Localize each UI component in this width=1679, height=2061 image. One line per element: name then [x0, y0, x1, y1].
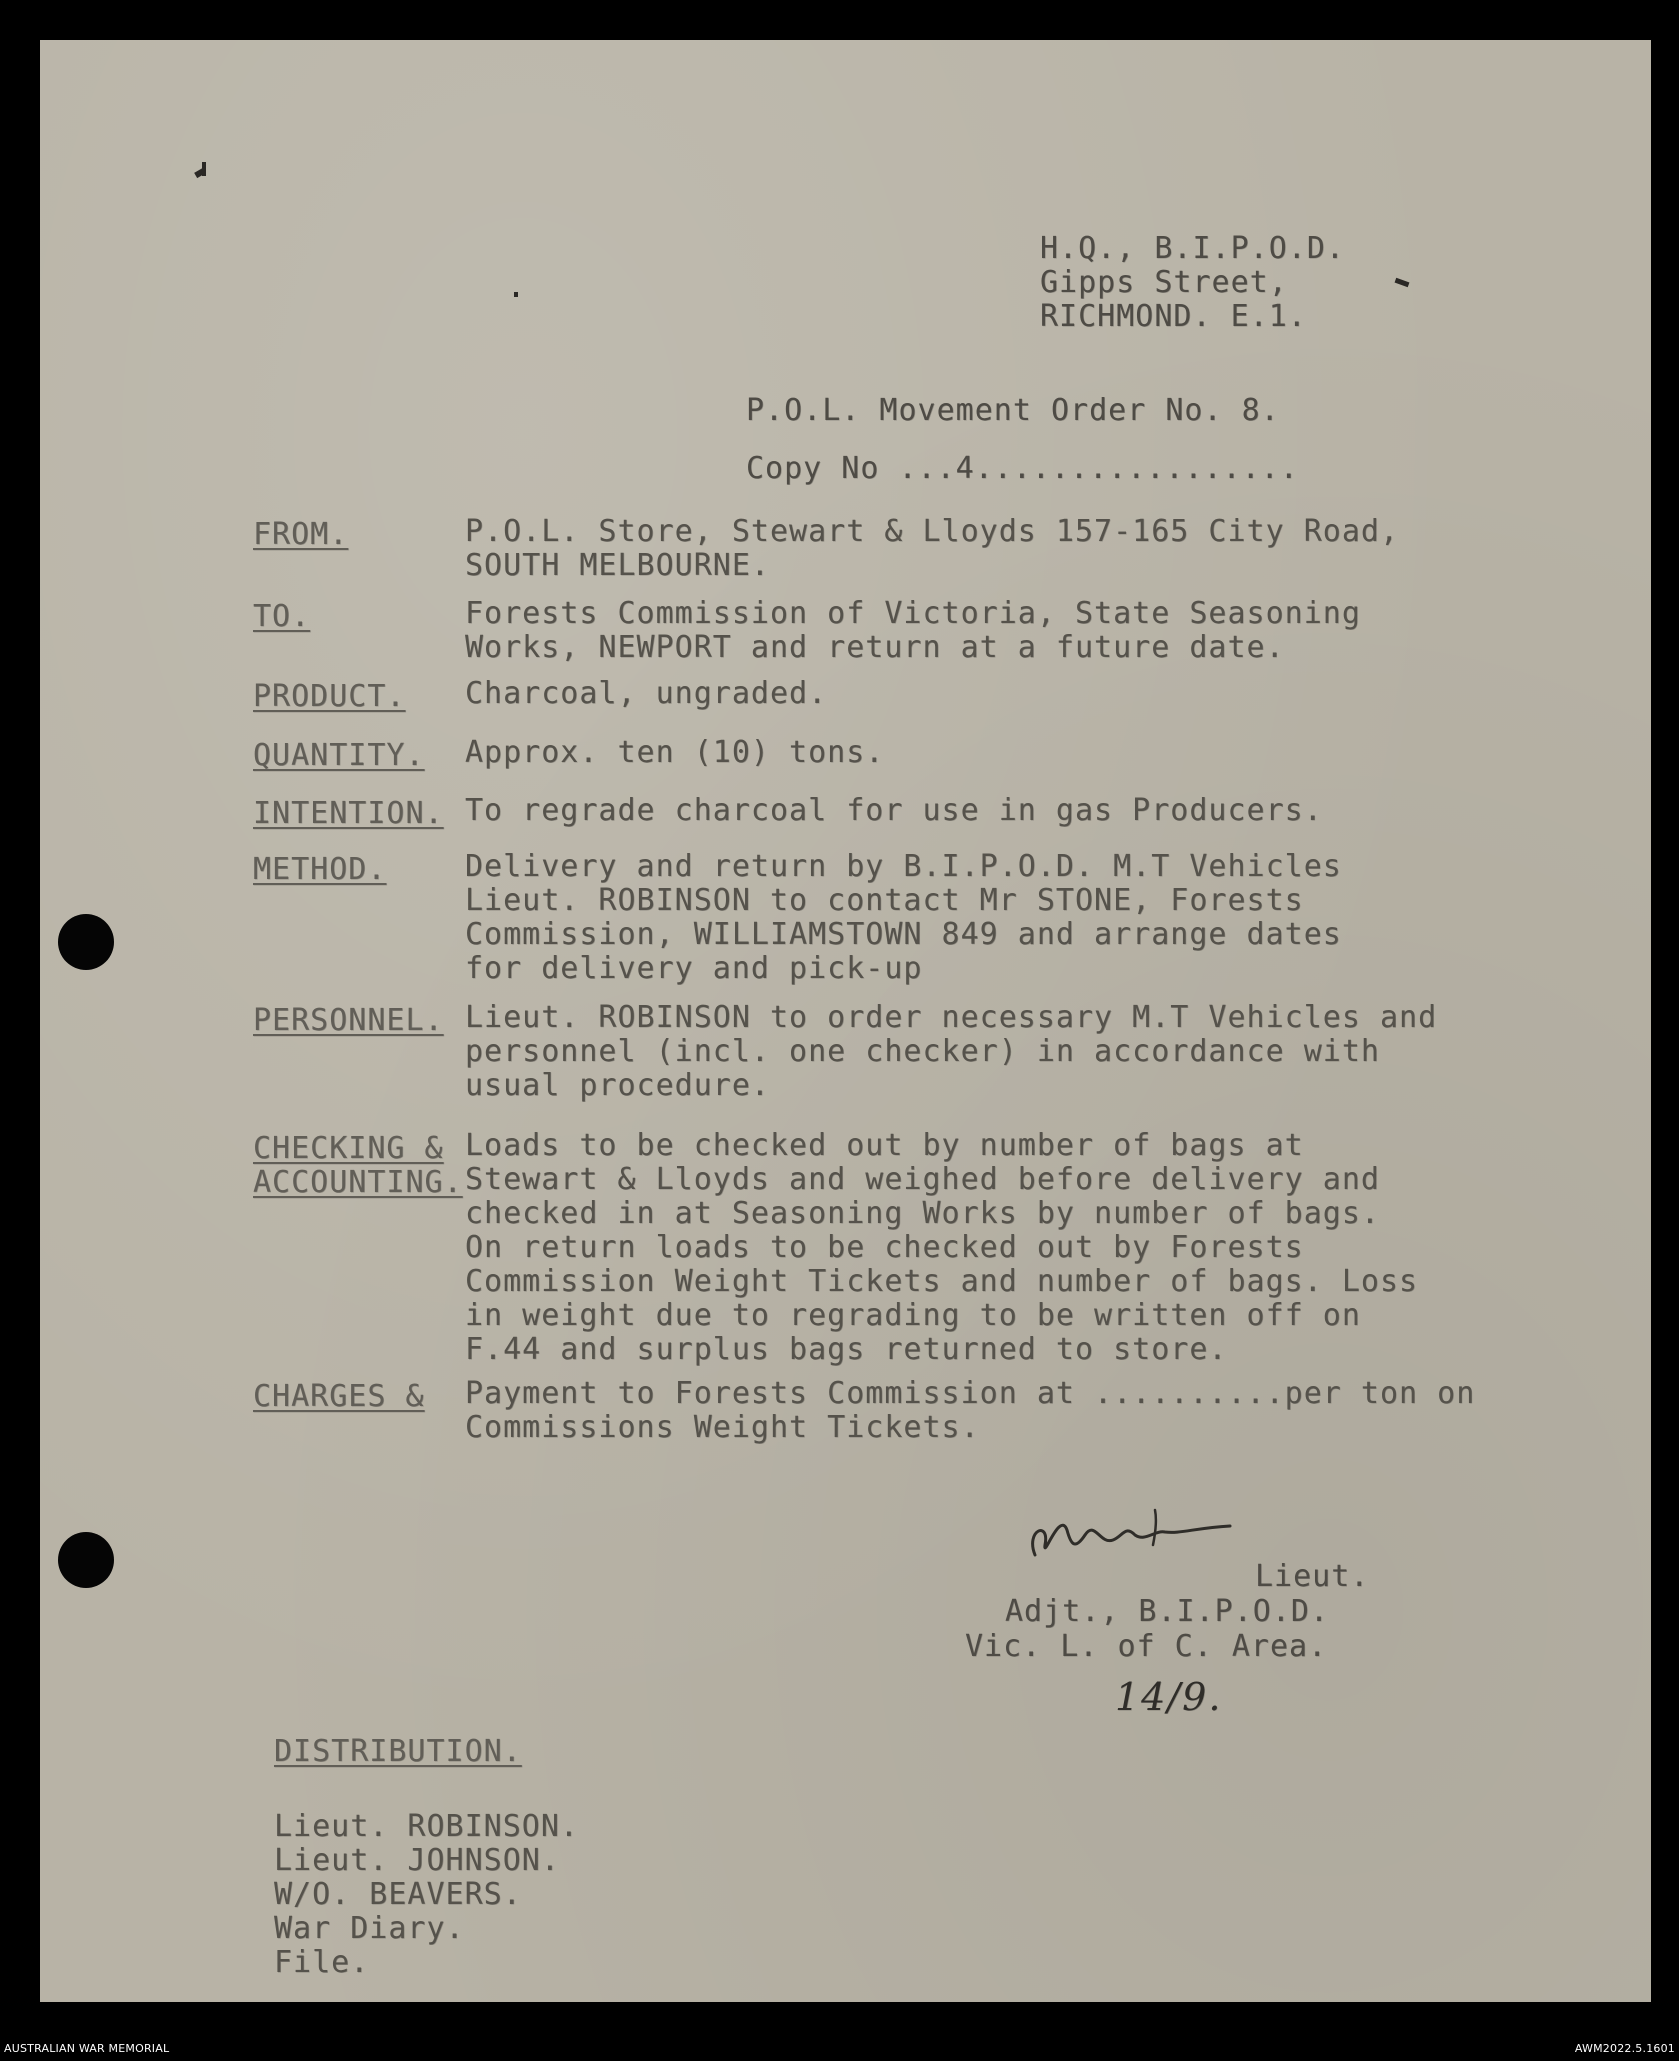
address-line-3: RICHMOND. E.1.: [1040, 299, 1307, 334]
section-text-intention: To regrade charcoal for use in gas Producers.: [465, 793, 1323, 828]
section-label-to: TO.: [253, 599, 311, 634]
footer-accession: AWM2022.5.1601: [1574, 2042, 1675, 2055]
paper-mark: [202, 162, 206, 176]
footer-institution: AUSTRALIAN WAR MEMORIAL: [4, 2042, 170, 2055]
signature-rank: Lieut.: [1255, 1559, 1370, 1594]
distribution-recipient: Lieut. JOHNSON.: [274, 1843, 560, 1878]
copy-number: Copy No ...4.................: [746, 451, 1299, 486]
section-label-personnel: PERSONNEL.: [253, 1003, 444, 1038]
document-page: [40, 40, 1651, 2002]
distribution-heading: DISTRIBUTION.: [274, 1734, 522, 1769]
section-text-personnel: Lieut. ROBINSON to order necessary M.T Vehicles and personnel (incl. one checker) in accordance with usual procedure.: [465, 1000, 1438, 1103]
signature-area: Vic. L. of C. Area.: [965, 1629, 1328, 1664]
paper-mark: [514, 292, 518, 297]
section-text-charges: Payment to Forests Commission at ..........per ton on Commissions Weight Tickets.: [465, 1376, 1476, 1445]
punch-hole-top: [58, 914, 114, 970]
distribution-recipient: Lieut. ROBINSON.: [274, 1809, 579, 1844]
section-label-quantity: QUANTITY.: [253, 738, 425, 773]
section-label-product: PRODUCT.: [253, 679, 406, 714]
section-text-product: Charcoal, ungraded.: [465, 676, 828, 711]
section-text-from: P.O.L. Store, Stewart & Lloyds 157-165 City Road, SOUTH MELBOURNE.: [465, 514, 1400, 583]
section-text-quantity: Approx. ten (10) tons.: [465, 735, 885, 770]
section-label-charges: CHARGES &: [253, 1379, 425, 1414]
distribution-recipient: File.: [274, 1945, 370, 1980]
section-text-to: Forests Commission of Victoria, State Seasoning Works, NEWPORT and return at a future date.: [465, 596, 1361, 665]
section-text-method: Delivery and return by B.I.P.O.D. M.T Vehicles Lieut. ROBINSON to contact Mr STONE, Forests Commission, WILLIAMSTOWN 849 and arrange dates for delivery and pick-up: [465, 849, 1342, 986]
distribution-recipient: W/O. BEAVERS.: [274, 1877, 522, 1912]
signature-title: Adjt., B.I.P.O.D.: [1005, 1594, 1330, 1629]
signature-scribble: [1005, 1490, 1255, 1580]
section-label-checking: CHECKING & ACCOUNTING.: [253, 1131, 463, 1200]
address-line-2: Gipps Street,: [1040, 265, 1288, 300]
handwritten-date: 14/9.: [1115, 1675, 1223, 1719]
section-label-intention: INTENTION.: [253, 796, 444, 831]
order-title: P.O.L. Movement Order No. 8.: [746, 393, 1280, 428]
distribution-recipient: War Diary.: [274, 1911, 465, 1946]
punch-hole-bottom: [58, 1532, 114, 1588]
section-text-checking: Loads to be checked out by number of bags at Stewart & Lloyds and weighed before delivery and checked in at Seasoning Works by number of bags. On return loads to be checked out by Forests Commission Weight Tickets and number of bags. Loss in weight due to regrading to be written off on F.44 and surplus bags returned to store.: [465, 1128, 1419, 1367]
paper-mark: [1395, 278, 1410, 287]
section-label-from: FROM.: [253, 517, 349, 552]
section-label-method: METHOD.: [253, 852, 387, 887]
address-line-1: H.Q., B.I.P.O.D.: [1040, 231, 1345, 266]
